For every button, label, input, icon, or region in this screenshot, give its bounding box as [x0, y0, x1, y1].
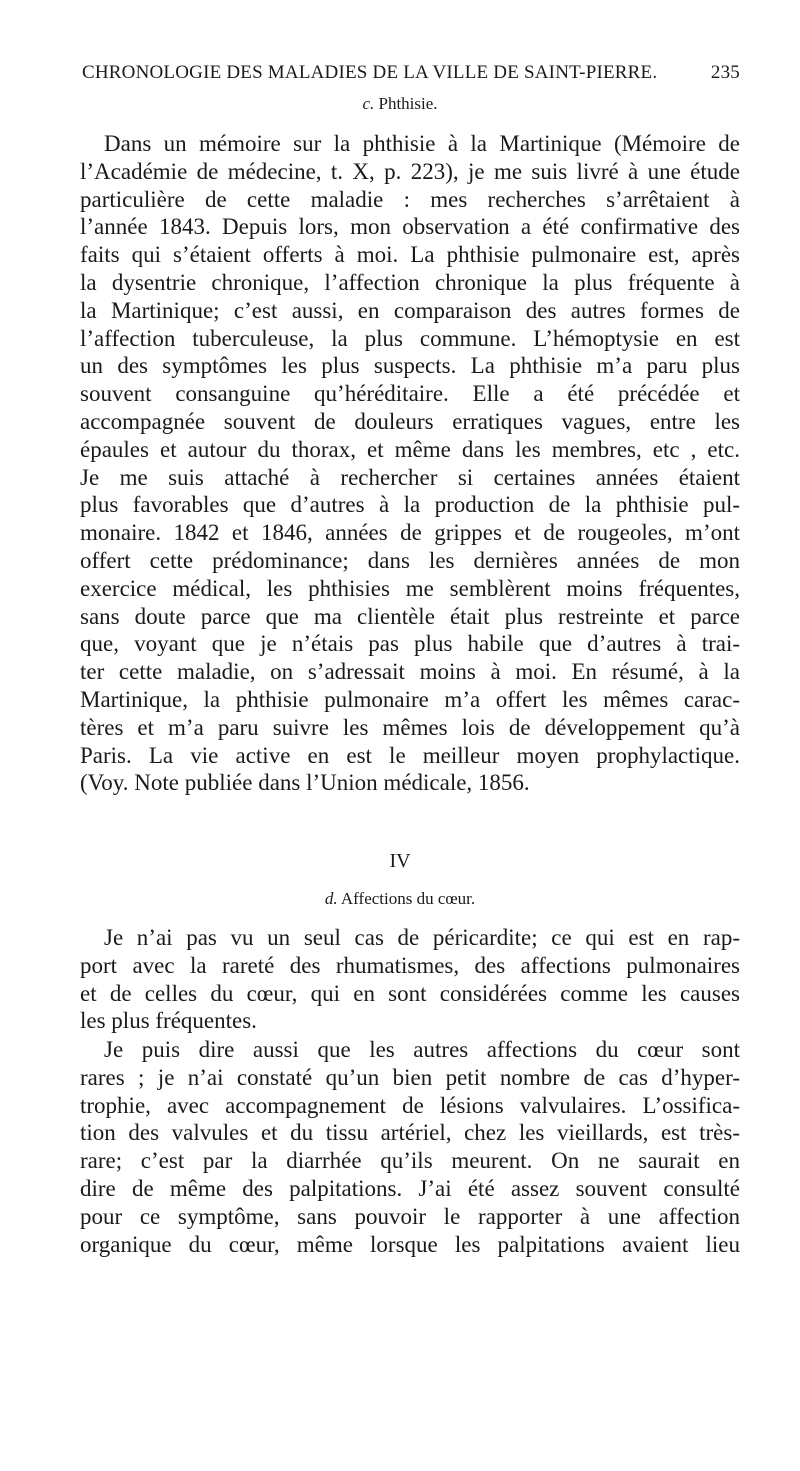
text-line: offert cette prédominance; dans les dernières années de mon	[80, 547, 740, 573]
text-line: Paris. La vie active en est le meilleur moyen prophylactique.	[80, 742, 740, 768]
text-line: l’année 1843. Depuis lors, mon observation a été confirmative des	[80, 214, 740, 240]
text-line: ter cette maladie, on s’adressait moins à moi. En résumé, à la	[80, 659, 740, 685]
text-line: rare; c’est par la diarrhée qu’ils meurent. On ne saurait en	[80, 1148, 740, 1174]
text-line: accompagnée souvent de douleurs erratiques vagues, entre les	[80, 408, 740, 434]
running-title: CHRONOLOGIE DES MALADIES DE LA VILLE DE SAINT-PIERRE.	[82, 62, 658, 83]
text-line: dire de même des palpitations. J’ai été assez souvent consulté	[80, 1175, 740, 1201]
text-line: un des symptômes les plus suspects. La phthisie m’a paru plus	[80, 353, 740, 379]
text-line: faits qui s’étaient offerts à moi. La phthisie pulmonaire est, après	[80, 242, 740, 268]
section-d-letter: d.	[324, 889, 338, 908]
text-line: sans doute parce que ma clientèle était plus restreinte et parce	[80, 603, 740, 629]
text-line: la Martinique; c’est aussi, en comparaison des autres formes de	[80, 297, 740, 323]
text-line: Je me suis attaché à rechercher si certaines années étaient	[80, 464, 740, 490]
text-line: l’Académie de médecine, t. X, p. 223), je me suis livré à une étude	[80, 158, 740, 184]
text-line: les plus fréquentes.	[80, 1008, 257, 1034]
text-line: port avec la rareté des rhumatismes, des affections pulmonaires	[80, 952, 740, 978]
text-line: monaire. 1842 et 1846, années de grippes et de rougeoles, m’ont	[80, 520, 740, 546]
section-c-letter: c.	[362, 94, 375, 113]
section-c-heading	[0, 94, 800, 114]
text-line: trophie, avec accompagnement de lésions valvulaires. L’ossifica-	[80, 1092, 740, 1118]
text-line: rares ; je n’ai constaté qu’un bien petit nombre de cas d’hyper-	[80, 1064, 740, 1090]
text-line: tères et m’a paru suivre les mêmes lois de développement qu’à	[80, 714, 740, 740]
section-d-paragraph-1	[80, 924, 740, 1035]
section-d-heading	[0, 889, 800, 909]
text-line: exercice médical, les phthisies me semblèrent moins fréquentes,	[80, 575, 740, 601]
running-head	[82, 62, 740, 84]
text-line: particulière de cette maladie : mes recherches s’arrêtaient à	[80, 186, 740, 212]
text-line: l’affection tuberculeuse, la plus commune. L’hémoptysie en est	[80, 325, 740, 351]
text-line: et de celles du cœur, qui en sont considérées comme les causes	[80, 980, 740, 1006]
text-line: Je puis dire aussi que les autres affections du cœur sont	[104, 1037, 740, 1062]
section-c-title: Phthisie.	[378, 94, 438, 113]
text-line: (Voy. Note publiée dans l’Union médicale, 1856.	[80, 770, 530, 796]
text-line: souvent consanguine qu’héréditaire. Elle a été précédée et	[80, 381, 740, 407]
section-d-paragraph-2	[80, 1036, 740, 1258]
text-line: Martinique, la phthisie pulmonaire m’a offert les mêmes carac-	[80, 686, 740, 712]
section-iv-numeral: IV	[389, 850, 411, 872]
text-line: plus favorables que d’autres à la production de la phthisie pul-	[80, 492, 740, 518]
text-line: Dans un mémoire sur la phthisie à la Martinique (Mémoire de	[104, 131, 740, 156]
section-c-paragraph	[80, 130, 740, 797]
text-line: organique du cœur, même lorsque les palpitations avaient lieu	[80, 1231, 740, 1257]
text-line: que, voyant que je n’étais pas plus habile que d’autres à trai-	[80, 631, 740, 657]
text-line: pour ce symptôme, sans pouvoir le rapporter à une affection	[80, 1203, 740, 1229]
text-line: tion des valvules et du tissu artériel, chez les vieillards, est très-	[80, 1120, 740, 1146]
text-line: la dysentrie chronique, l’affection chronique la plus fréquente à	[80, 269, 740, 295]
text-line: épaules et autour du thorax, et même dans les membres, etc , etc.	[80, 436, 740, 462]
section-d-title: Affections du cœur.	[340, 889, 476, 908]
text-line: Je n’ai pas vu un seul cas de péricardite; ce qui est en rap-	[104, 925, 740, 950]
page-number: 235	[710, 62, 740, 83]
